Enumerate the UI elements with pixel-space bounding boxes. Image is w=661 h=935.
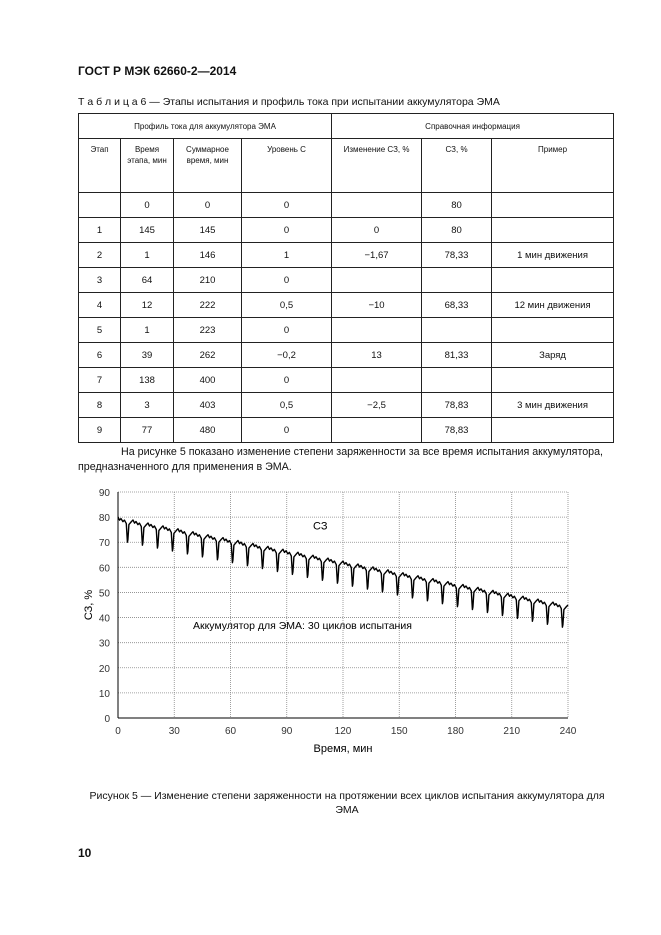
column-header: Пример: [492, 139, 614, 193]
table-row: [79, 368, 614, 393]
y-tick-label: 0: [104, 714, 110, 725]
table-cell: 403: [174, 393, 242, 418]
table-cell: 64: [121, 268, 174, 293]
table-cell: 145: [121, 218, 174, 243]
chart-annotation: Аккумулятор для ЭМА: 30 циклов испытания: [193, 619, 412, 632]
table-row: [79, 418, 614, 443]
table-cell: 480: [174, 418, 242, 443]
table-cell: 78,83: [422, 418, 492, 443]
table-cell: 0: [242, 268, 332, 293]
table-row: [79, 343, 614, 368]
x-tick-label: 0: [115, 726, 121, 737]
x-tick-label: 150: [390, 726, 408, 737]
x-tick-label: 120: [334, 726, 352, 737]
table-cell: 210: [174, 268, 242, 293]
page-number: 10: [78, 846, 92, 860]
table-cell: 12 мин движения: [492, 293, 614, 318]
x-tick-label: 210: [503, 726, 521, 737]
table-cell: 80: [422, 218, 492, 243]
table-cell: 9: [79, 418, 121, 443]
table-cell: 0: [242, 418, 332, 443]
table-cell: 1: [79, 218, 121, 243]
soc-chart: [78, 484, 588, 764]
table-cell: 6: [79, 343, 121, 368]
y-tick-label: 60: [98, 563, 110, 575]
standard-header: ГОСТ Р МЭК 62660-2—2014: [78, 64, 237, 78]
table-cell: [332, 268, 422, 293]
table-cell: 7: [79, 368, 121, 393]
table-cell: [492, 418, 614, 443]
table-row: [79, 268, 614, 293]
table-cell: 0,5: [242, 393, 332, 418]
column-header: Этап: [79, 139, 121, 193]
column-header: Суммарное время, мин: [174, 139, 242, 193]
header-current-profile: Профиль тока для аккумулятора ЭМА: [79, 114, 332, 139]
table-cell: [492, 368, 614, 393]
table-cell: 138: [121, 368, 174, 393]
table-cell: −1,67: [332, 243, 422, 268]
table-cell: 400: [174, 368, 242, 393]
table-row: [79, 243, 614, 268]
y-axis-label: СЗ, %: [83, 589, 95, 621]
table-cell: 3: [121, 393, 174, 418]
y-tick-label: 20: [98, 663, 110, 675]
table-cell: 0: [242, 193, 332, 218]
table-cell: −0,2: [242, 343, 332, 368]
table-cell: 0: [242, 368, 332, 393]
x-tick-label: 90: [281, 726, 293, 737]
column-header: СЗ, %: [422, 139, 492, 193]
figure-caption: Рисунок 5 — Изменение степени заряженности на протяжении всех циклов испытания аккумулятора для ЭМА: [89, 790, 605, 816]
table-cell: 222: [174, 293, 242, 318]
y-tick-label: 50: [98, 588, 110, 600]
table-cell: 223: [174, 318, 242, 343]
table-cell: 3: [79, 268, 121, 293]
table-cell: −10: [332, 293, 422, 318]
body-paragraph: На рисунке 5 показано изменение степени заряженности за все время испытания аккумулятора, предназначенного для применения в ЭМА.: [78, 446, 604, 473]
table-cell: 146: [174, 243, 242, 268]
table-cell: 80: [422, 193, 492, 218]
table-cell: 262: [174, 343, 242, 368]
table-cell: Заряд: [492, 343, 614, 368]
table-row: [79, 193, 614, 218]
y-tick-label: 10: [98, 688, 110, 700]
x-tick-label: 30: [168, 726, 180, 737]
y-tick-label: 40: [98, 613, 110, 625]
table-cell: [492, 193, 614, 218]
table-cell: [492, 318, 614, 343]
table-row: [79, 318, 614, 343]
table-cell: 2: [79, 243, 121, 268]
column-header: Изменение СЗ, %: [332, 139, 422, 193]
table-cell: 1: [242, 243, 332, 268]
table-cell: [332, 368, 422, 393]
x-axis-label: Время, мин: [313, 743, 373, 755]
series-label: СЗ: [313, 520, 328, 533]
table-cell: 12: [121, 293, 174, 318]
table-cell: 0: [174, 193, 242, 218]
table-cell: 0: [242, 218, 332, 243]
column-header: Время этапа, мин: [121, 139, 174, 193]
table-cell: 0: [121, 193, 174, 218]
table-cell: [332, 418, 422, 443]
y-tick-label: 90: [98, 488, 110, 499]
table-cell: 78,33: [422, 243, 492, 268]
table-cell: [332, 193, 422, 218]
y-tick-label: 30: [98, 638, 110, 650]
table-cell: 78,83: [422, 393, 492, 418]
table-cell: 0,5: [242, 293, 332, 318]
table-cell: 13: [332, 343, 422, 368]
table-cell: [79, 193, 121, 218]
x-tick-label: 180: [447, 726, 464, 737]
table-cell: 8: [79, 393, 121, 418]
table-cell: 77: [121, 418, 174, 443]
x-tick-label: 60: [224, 726, 237, 737]
table-cell: 68,33: [422, 293, 492, 318]
table-cell: [492, 268, 614, 293]
table-cell: 81,33: [422, 343, 492, 368]
x-tick-label: 240: [559, 726, 577, 737]
column-header: Уровень С: [242, 139, 332, 193]
table-cell: 1 мин движения: [492, 243, 614, 268]
table-cell: 4: [79, 293, 121, 318]
table-cell: [422, 368, 492, 393]
table-row: [79, 293, 614, 318]
table-cell: 0: [242, 318, 332, 343]
table-cell: [422, 318, 492, 343]
table-cell: 145: [174, 218, 242, 243]
table-cell: −2,5: [332, 393, 422, 418]
table-cell: 3 мин движения: [492, 393, 614, 418]
table-cell: 0: [332, 218, 422, 243]
y-tick-label: 80: [98, 513, 110, 525]
table-cell: 5: [79, 318, 121, 343]
table-row: [79, 393, 614, 418]
table-cell: [332, 318, 422, 343]
header-reference-info: Справочная информация: [332, 114, 614, 139]
y-tick-label: 70: [98, 538, 110, 550]
table-row: [79, 218, 614, 243]
table-cell: 1: [121, 243, 174, 268]
table-cell: [492, 218, 614, 243]
table-cell: [422, 268, 492, 293]
test-stages-table: [78, 113, 614, 443]
table-cell: 39: [121, 343, 174, 368]
table-cell: 1: [121, 318, 174, 343]
table-caption: Т а б л и ц а 6 — Этапы испытания и профиль тока при испытании аккумулятора ЭМА: [78, 96, 500, 108]
